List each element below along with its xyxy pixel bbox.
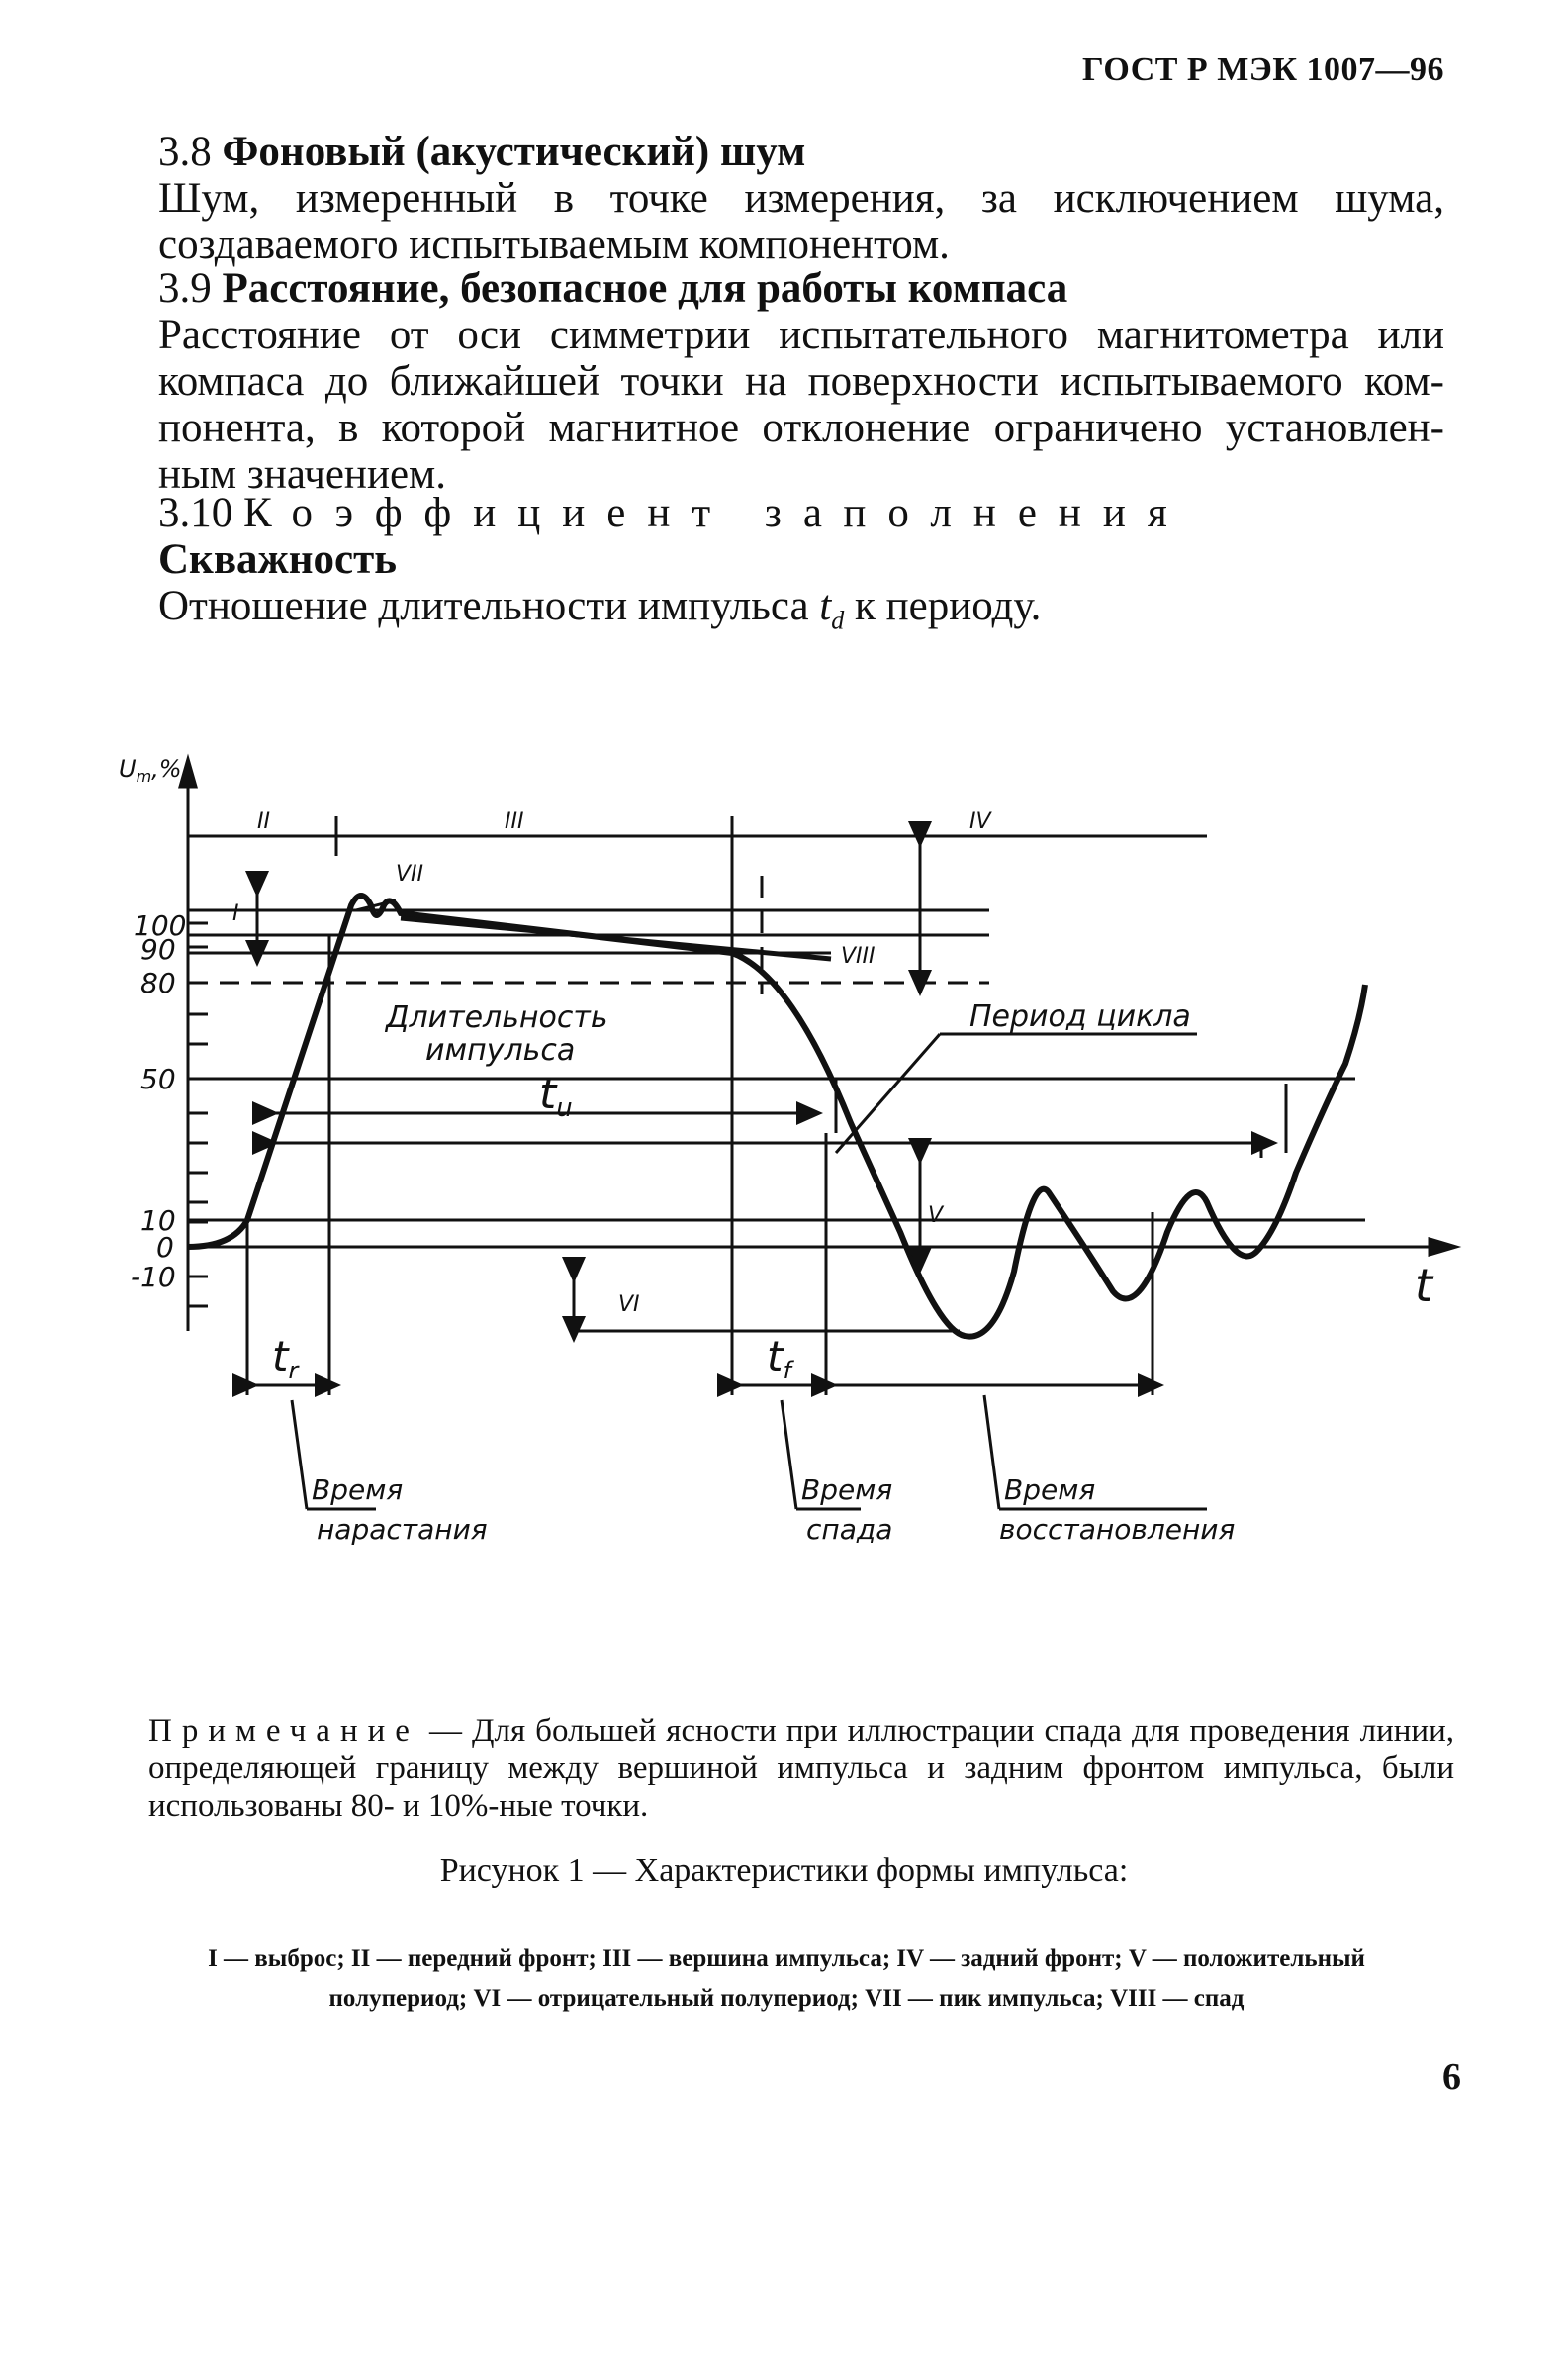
note-label: Примечание	[148, 1713, 419, 1749]
y-tick-90: 90	[140, 933, 176, 966]
section-subtitle: Скважность	[158, 536, 397, 583]
fall-time-label-2: спада	[806, 1513, 893, 1546]
region-label-iv: IV	[969, 809, 991, 834]
region-label-vii: VII	[396, 862, 424, 887]
pulse-diagram	[99, 737, 1464, 1588]
y-axis-label: $U_m,\%$	[119, 755, 182, 786]
cycle-period-label: Период цикла	[969, 999, 1191, 1034]
pulse-waveform	[188, 896, 1365, 1337]
region-label-viii: VIII	[841, 944, 876, 969]
document-header: ГОСТ Р МЭК 1007—96	[1082, 51, 1444, 88]
figure-caption: Рисунок 1 — Характеристики формы импульса:	[439, 1852, 1129, 1889]
y-tick-minus10: -10	[131, 1261, 176, 1293]
section-heading	[158, 265, 1444, 312]
figure-legend: I — выброс; II — передний фронт; III — вершина импульса; IV — задний фронт; V — положительный полупериод; VI — отрицательный полупериод; VII — пик импульса; VIII — спад	[208, 1945, 1365, 2012]
section-number: 3.9	[158, 265, 212, 312]
region-label-v: V	[928, 1203, 944, 1228]
section-heading	[158, 129, 1444, 175]
section-text: Отношение длительности импульса $t_d$ к периоду.	[158, 583, 1042, 635]
section-3-10	[158, 490, 1444, 644]
pulse-duration-label-2: импульса	[425, 1033, 576, 1068]
tr-label: tr	[272, 1332, 299, 1384]
x-axis-label: t	[1415, 1259, 1433, 1312]
y-tick-10: 10	[140, 1204, 176, 1237]
y-tick-0: 0	[156, 1231, 174, 1264]
section-number: 3.8	[158, 129, 212, 175]
tu-label: tu	[539, 1069, 573, 1123]
tf-label: tf	[767, 1332, 791, 1384]
y-tick-100: 100	[134, 909, 187, 942]
rise-time-label-1: Время	[312, 1473, 404, 1506]
section-heading	[158, 490, 1444, 536]
section-title: Фоновый (акустический) шум	[222, 129, 806, 175]
pulse-shape-figure	[99, 737, 1464, 1588]
note-dash: —	[418, 1713, 472, 1749]
section-text: Расстояние от оси симметрии испытательного магнитометра или компаса до ближайшей точки на поверхности испытываемого ком-понента, в которой магнитное отклонение ограничено установлен-ным значением.	[158, 312, 1444, 498]
section-title-spaced: Коэффициент заполнения	[243, 490, 1189, 536]
y-tick-80: 80	[140, 967, 176, 999]
recovery-time-label-2: восстановления	[999, 1513, 1236, 1546]
section-number: 3.10	[158, 490, 233, 536]
page-number: 6	[1442, 2056, 1461, 2098]
x-axis-arrow	[1430, 1239, 1456, 1255]
note-text: Для большей ясности при иллюстрации спада для проведения линии, определяющей границу между вершиной импульса и задним фронтом импульса, были использованы 80- и 10%-ные точки.	[148, 1713, 1454, 1824]
rise-time-label-2: нарастания	[317, 1513, 488, 1546]
region-label-vi: VI	[618, 1292, 640, 1317]
region-label-ii: II	[257, 809, 270, 834]
y-axis-arrow	[180, 759, 196, 787]
fall-time-label-1: Время	[801, 1473, 893, 1506]
region-label-i: I	[232, 901, 239, 926]
figure-note	[148, 1712, 1454, 1825]
section-text: Шум, измеренный в точке измерения, за исключением шума, создаваемого испытываемым компонентом.	[158, 175, 1444, 268]
region-label-iii: III	[505, 809, 524, 834]
section-title: Расстояние, безопасное для работы компаса	[222, 265, 1068, 312]
section-3-8	[158, 129, 1444, 268]
section-3-9	[158, 265, 1444, 498]
y-tick-50: 50	[140, 1063, 176, 1095]
pulse-duration-label-1: Длительность	[386, 1000, 608, 1035]
recovery-time-label-1: Время	[1004, 1473, 1096, 1506]
